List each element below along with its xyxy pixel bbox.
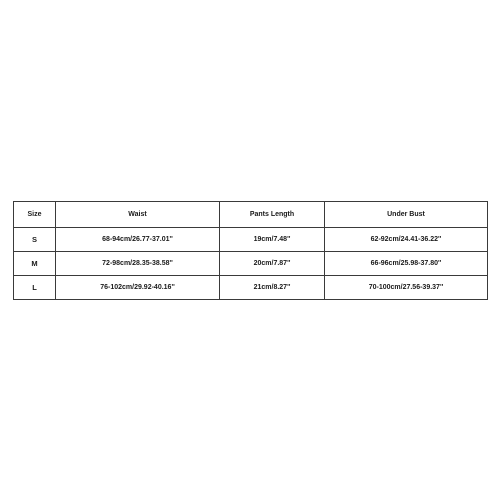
header-under-bust: Under Bust: [325, 202, 488, 228]
pants-length-cell: 19cm/7.48'': [220, 228, 325, 252]
header-size: Size: [14, 202, 56, 228]
header-pants-length: Pants Length: [220, 202, 325, 228]
size-cell: M: [14, 252, 56, 276]
under-bust-cell: 70-100cm/27.56-39.37'': [325, 276, 488, 300]
under-bust-cell: 66-96cm/25.98-37.80'': [325, 252, 488, 276]
table-row: [14, 228, 488, 252]
header-waist: Waist: [56, 202, 220, 228]
table-row: [14, 252, 488, 276]
size-cell: S: [14, 228, 56, 252]
under-bust-cell: 62-92cm/24.41-36.22'': [325, 228, 488, 252]
waist-cell: 76-102cm/29.92-40.16'': [56, 276, 220, 300]
size-chart-table: [13, 201, 488, 300]
table-row: [14, 276, 488, 300]
size-cell: L: [14, 276, 56, 300]
waist-cell: 68-94cm/26.77-37.01'': [56, 228, 220, 252]
pants-length-cell: 20cm/7.87'': [220, 252, 325, 276]
waist-cell: 72-98cm/28.35-38.58'': [56, 252, 220, 276]
table-header-row: [14, 202, 488, 228]
pants-length-cell: 21cm/8.27'': [220, 276, 325, 300]
